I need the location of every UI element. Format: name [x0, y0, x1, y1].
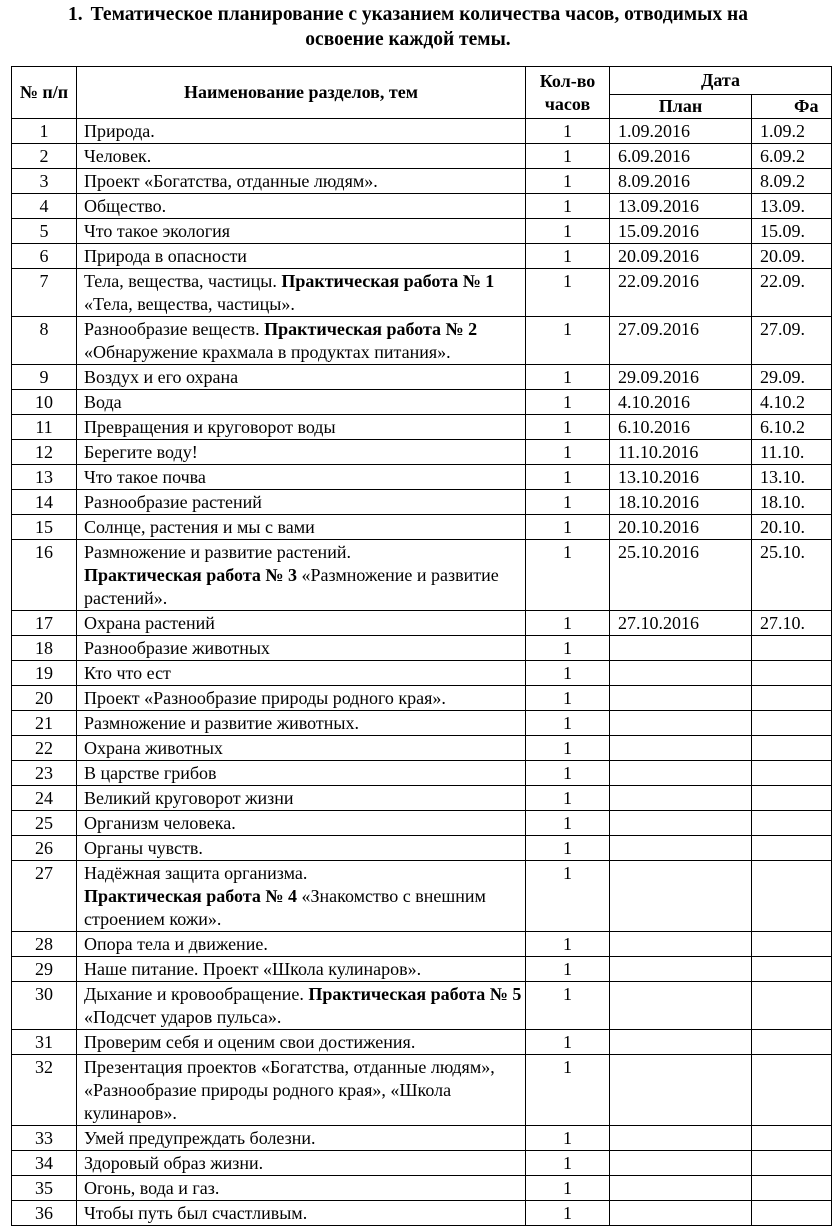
- practical-work-label: Практическая работа № 3: [84, 565, 297, 585]
- row-fact-date: 6.10.2: [752, 415, 832, 440]
- row-number: 33: [12, 1126, 77, 1151]
- row-fact-date: [752, 982, 832, 1030]
- row-topic: [77, 1126, 526, 1151]
- row-hours: 1: [526, 390, 610, 415]
- row-fact-date: [752, 1126, 832, 1151]
- row-plan-date: 4.10.2016: [610, 390, 752, 415]
- row-number: 17: [12, 611, 77, 636]
- row-plan-date: [610, 1055, 752, 1126]
- topic-text: Органы чувств.: [84, 838, 203, 858]
- row-plan-date: [610, 761, 752, 786]
- row-hours: 1: [526, 219, 610, 244]
- row-number: 36: [12, 1201, 77, 1226]
- table-row: [12, 786, 832, 811]
- topic-text: Надёжная защита организма.: [84, 863, 308, 883]
- table-row: [12, 365, 832, 390]
- heading-line-2: освоение каждой темы.: [305, 29, 511, 50]
- row-topic: [77, 982, 526, 1030]
- row-hours: 1: [526, 1126, 610, 1151]
- table-row: [12, 1030, 832, 1055]
- table-row: [12, 390, 832, 415]
- row-topic: [77, 317, 526, 365]
- row-fact-date: [752, 1055, 832, 1126]
- row-number: 3: [12, 169, 77, 194]
- row-number: 1: [12, 119, 77, 144]
- table-row: [12, 1201, 832, 1226]
- topic-text: Разнообразие растений: [84, 492, 262, 512]
- table-row: [12, 465, 832, 490]
- table-row: [12, 811, 832, 836]
- topic-text: «Подсчет ударов пульса».: [84, 1007, 282, 1027]
- row-topic: [77, 119, 526, 144]
- row-hours: 1: [526, 365, 610, 390]
- topic-text: Опора тела и движение.: [84, 934, 268, 954]
- topic-text: «Знакомство с внешним строением кожи».: [84, 886, 486, 929]
- row-plan-date: [610, 932, 752, 957]
- row-fact-date: [752, 1201, 832, 1226]
- topic-text: Проект «Богатства, отданные людям».: [84, 171, 378, 191]
- row-hours: 1: [526, 1055, 610, 1126]
- row-fact-date: [752, 1151, 832, 1176]
- row-plan-date: 18.10.2016: [610, 490, 752, 515]
- row-fact-date: 20.09.: [752, 244, 832, 269]
- row-topic: [77, 244, 526, 269]
- table-row: [12, 761, 832, 786]
- row-plan-date: 8.09.2016: [610, 169, 752, 194]
- row-topic: [77, 932, 526, 957]
- table-row: [12, 317, 832, 365]
- row-topic: [77, 811, 526, 836]
- row-plan-date: 11.10.2016: [610, 440, 752, 465]
- row-topic: [77, 1151, 526, 1176]
- topic-text: Проект «Разнообразие природы родного края».: [84, 688, 446, 708]
- row-plan-date: 6.09.2016: [610, 144, 752, 169]
- row-topic: [77, 390, 526, 415]
- topic-text: Кто что ест: [84, 663, 171, 683]
- practical-work-label: Практическая работа № 2: [264, 319, 478, 339]
- heading-number: 1.: [68, 4, 83, 25]
- topic-text: Общество.: [84, 196, 167, 216]
- topic-text: Охрана животных: [84, 738, 223, 758]
- header-hours: Кол-во часов: [526, 67, 610, 119]
- row-hours: 1: [526, 1201, 610, 1226]
- row-number: 32: [12, 1055, 77, 1126]
- row-number: 12: [12, 440, 77, 465]
- row-fact-date: 20.10.: [752, 515, 832, 540]
- header-date: Дата: [610, 67, 832, 95]
- row-fact-date: 4.10.2: [752, 390, 832, 415]
- topic-text: Разнообразие веществ.: [84, 319, 265, 339]
- heading-text-1: Тематическое планирование с указанием количества часов, отводимых на: [90, 4, 748, 25]
- row-number: 26: [12, 836, 77, 861]
- row-hours: 1: [526, 119, 610, 144]
- row-hours: 1: [526, 736, 610, 761]
- row-plan-date: 15.09.2016: [610, 219, 752, 244]
- topic-text: Дыхание и кровообращение.: [84, 984, 309, 1004]
- row-topic: [77, 490, 526, 515]
- table-row: [12, 686, 832, 711]
- row-fact-date: 13.10.: [752, 465, 832, 490]
- row-topic: [77, 861, 526, 932]
- row-plan-date: [610, 1126, 752, 1151]
- header-fact: Фа: [752, 95, 832, 119]
- row-plan-date: 29.09.2016: [610, 365, 752, 390]
- row-topic: [77, 1055, 526, 1126]
- row-topic: [77, 761, 526, 786]
- row-topic: [77, 515, 526, 540]
- row-plan-date: 22.09.2016: [610, 269, 752, 317]
- row-topic: [77, 611, 526, 636]
- table-row: [12, 219, 832, 244]
- row-topic: [77, 415, 526, 440]
- row-topic: [77, 365, 526, 390]
- row-number: 25: [12, 811, 77, 836]
- row-fact-date: 13.09.: [752, 194, 832, 219]
- row-fact-date: [752, 932, 832, 957]
- row-topic: [77, 169, 526, 194]
- table-row: [12, 1151, 832, 1176]
- table-body: [12, 119, 832, 1226]
- row-plan-date: [610, 1201, 752, 1226]
- row-topic: [77, 1201, 526, 1226]
- table-row: [12, 440, 832, 465]
- table-row: [12, 861, 832, 932]
- row-fact-date: [752, 686, 832, 711]
- table-row: [12, 1126, 832, 1151]
- row-number: 7: [12, 269, 77, 317]
- row-hours: 1: [526, 761, 610, 786]
- row-hours: 1: [526, 636, 610, 661]
- row-fact-date: 15.09.: [752, 219, 832, 244]
- topic-text: Природа.: [84, 121, 155, 141]
- row-number: 24: [12, 786, 77, 811]
- row-fact-date: 18.10.: [752, 490, 832, 515]
- table-row: [12, 836, 832, 861]
- row-fact-date: 11.10.: [752, 440, 832, 465]
- row-number: 29: [12, 957, 77, 982]
- row-topic: [77, 836, 526, 861]
- row-number: 9: [12, 365, 77, 390]
- row-hours: 1: [526, 415, 610, 440]
- row-hours: 1: [526, 957, 610, 982]
- row-fact-date: [752, 861, 832, 932]
- table-row: [12, 244, 832, 269]
- row-hours: 1: [526, 611, 610, 636]
- table-row: [12, 982, 832, 1030]
- row-hours: 1: [526, 1176, 610, 1201]
- table-row: [12, 661, 832, 686]
- topic-text: Организм человека.: [84, 813, 236, 833]
- topic-text: Огонь, вода и газ.: [84, 1178, 220, 1198]
- row-fact-date: 27.10.: [752, 611, 832, 636]
- row-plan-date: 20.10.2016: [610, 515, 752, 540]
- row-fact-date: [752, 711, 832, 736]
- row-hours: 1: [526, 144, 610, 169]
- row-plan-date: 25.10.2016: [610, 540, 752, 611]
- topic-text: Здоровый образ жизни.: [84, 1153, 264, 1173]
- row-topic: [77, 194, 526, 219]
- document-heading: [0, 2, 816, 52]
- row-hours: 1: [526, 244, 610, 269]
- row-plan-date: [610, 711, 752, 736]
- row-number: 28: [12, 932, 77, 957]
- table-row: [12, 169, 832, 194]
- topic-text: Что такое экология: [84, 221, 231, 241]
- row-fact-date: [752, 957, 832, 982]
- row-topic: [77, 144, 526, 169]
- row-plan-date: [610, 982, 752, 1030]
- row-topic: [77, 736, 526, 761]
- row-hours: 1: [526, 811, 610, 836]
- planning-table-wrapper: [11, 66, 831, 1226]
- row-hours: 1: [526, 1030, 610, 1055]
- row-topic: [77, 465, 526, 490]
- row-number: 13: [12, 465, 77, 490]
- practical-work-label: Практическая работа № 5: [308, 984, 522, 1004]
- practical-work-label: Практическая работа № 4: [84, 886, 297, 906]
- row-topic: [77, 686, 526, 711]
- row-topic: [77, 957, 526, 982]
- row-topic: [77, 440, 526, 465]
- table-row: [12, 415, 832, 440]
- row-plan-date: [610, 736, 752, 761]
- row-fact-date: 25.10.: [752, 540, 832, 611]
- table-row: [12, 957, 832, 982]
- row-hours: 1: [526, 440, 610, 465]
- row-fact-date: [752, 836, 832, 861]
- row-plan-date: [610, 786, 752, 811]
- topic-text: Превращения и круговорот воды: [84, 417, 336, 437]
- row-topic: [77, 711, 526, 736]
- row-number: 31: [12, 1030, 77, 1055]
- row-topic: [77, 1176, 526, 1201]
- header-name: Наименование разделов, тем: [77, 67, 526, 119]
- topic-text: Вода: [84, 392, 122, 412]
- row-fact-date: [752, 811, 832, 836]
- topic-text: Чтобы путь был счастливым.: [84, 1203, 308, 1223]
- topic-text: Разнообразие животных: [84, 638, 270, 658]
- topic-text: Наше питание. Проект «Школа кулинаров».: [84, 959, 422, 979]
- topic-text: Проверим себя и оценим свои достижения.: [84, 1032, 416, 1052]
- row-fact-date: [752, 786, 832, 811]
- row-fact-date: [752, 636, 832, 661]
- row-plan-date: [610, 1151, 752, 1176]
- row-hours: 1: [526, 661, 610, 686]
- row-plan-date: [610, 957, 752, 982]
- header-row-1: [12, 67, 832, 95]
- table-row: [12, 932, 832, 957]
- heading-line-1: [0, 2, 816, 27]
- row-hours: 1: [526, 515, 610, 540]
- table-row: [12, 515, 832, 540]
- row-plan-date: [610, 636, 752, 661]
- topic-text: Размножение и развитие животных.: [84, 713, 360, 733]
- row-number: 18: [12, 636, 77, 661]
- topic-text: Берегите воду!: [84, 442, 198, 462]
- row-hours: 1: [526, 169, 610, 194]
- table-row: [12, 636, 832, 661]
- table-row: [12, 540, 832, 611]
- row-number: 34: [12, 1151, 77, 1176]
- topic-text: Охрана растений: [84, 613, 215, 633]
- row-plan-date: 27.09.2016: [610, 317, 752, 365]
- table-row: [12, 611, 832, 636]
- row-topic: [77, 540, 526, 611]
- topic-text: «Размножение и развитие растений».: [84, 565, 499, 608]
- table-row: [12, 119, 832, 144]
- table-row: [12, 736, 832, 761]
- table-row: [12, 144, 832, 169]
- topic-text: Что такое почва: [84, 467, 206, 487]
- topic-text: «Тела, вещества, частицы».: [84, 294, 295, 314]
- row-hours: 1: [526, 490, 610, 515]
- row-number: 5: [12, 219, 77, 244]
- row-hours: 1: [526, 1151, 610, 1176]
- table-row: [12, 711, 832, 736]
- row-hours: 1: [526, 836, 610, 861]
- row-topic: [77, 636, 526, 661]
- row-plan-date: [610, 1176, 752, 1201]
- table-row: [12, 1176, 832, 1201]
- topic-text: Воздух и его охрана: [84, 367, 239, 387]
- row-fact-date: [752, 661, 832, 686]
- topic-text: Размножение и развитие растений.: [84, 542, 351, 562]
- row-plan-date: [610, 861, 752, 932]
- row-hours: 1: [526, 786, 610, 811]
- row-fact-date: [752, 761, 832, 786]
- table-row: [12, 194, 832, 219]
- row-fact-date: 6.09.2: [752, 144, 832, 169]
- row-plan-date: [610, 1030, 752, 1055]
- row-fact-date: 22.09.: [752, 269, 832, 317]
- row-plan-date: 20.09.2016: [610, 244, 752, 269]
- row-plan-date: 13.09.2016: [610, 194, 752, 219]
- row-hours: 1: [526, 686, 610, 711]
- row-plan-date: [610, 811, 752, 836]
- row-plan-date: 1.09.2016: [610, 119, 752, 144]
- row-fact-date: 1.09.2: [752, 119, 832, 144]
- topic-text: Презентация проектов «Богатства, отданные людям», «Разнообразие природы родного края», «Школа кулинаров».: [84, 1057, 495, 1123]
- topic-text: Человек.: [84, 146, 152, 166]
- topic-text: Природа в опасности: [84, 246, 247, 266]
- row-number: 10: [12, 390, 77, 415]
- row-plan-date: [610, 686, 752, 711]
- row-fact-date: [752, 1176, 832, 1201]
- row-topic: [77, 219, 526, 244]
- row-number: 30: [12, 982, 77, 1030]
- row-number: 27: [12, 861, 77, 932]
- row-number: 4: [12, 194, 77, 219]
- topic-text: «Обнаружение крахмала в продуктах питания».: [84, 342, 451, 362]
- row-hours: 1: [526, 711, 610, 736]
- table-row: [12, 1055, 832, 1126]
- row-number: 35: [12, 1176, 77, 1201]
- row-topic: [77, 661, 526, 686]
- row-hours: 1: [526, 465, 610, 490]
- row-hours: 1: [526, 317, 610, 365]
- row-plan-date: 27.10.2016: [610, 611, 752, 636]
- row-plan-date: 13.10.2016: [610, 465, 752, 490]
- topic-text: Тела, вещества, частицы.: [84, 271, 282, 291]
- row-fact-date: 29.09.: [752, 365, 832, 390]
- row-plan-date: 6.10.2016: [610, 415, 752, 440]
- row-number: 2: [12, 144, 77, 169]
- row-fact-date: [752, 736, 832, 761]
- topic-text: Солнце, растения и мы с вами: [84, 517, 315, 537]
- row-number: 20: [12, 686, 77, 711]
- row-hours: 1: [526, 194, 610, 219]
- header-num: № п/п: [12, 67, 77, 119]
- header-plan: План: [610, 95, 752, 119]
- table-row: [12, 269, 832, 317]
- row-topic: [77, 786, 526, 811]
- row-fact-date: 27.09.: [752, 317, 832, 365]
- row-topic: [77, 1030, 526, 1055]
- row-hours: 1: [526, 932, 610, 957]
- topic-text: Великий круговорот жизни: [84, 788, 294, 808]
- row-number: 11: [12, 415, 77, 440]
- row-hours: 1: [526, 269, 610, 317]
- table-row: [12, 490, 832, 515]
- row-number: 22: [12, 736, 77, 761]
- row-number: 8: [12, 317, 77, 365]
- planning-table: [11, 66, 832, 1226]
- practical-work-label: Практическая работа № 1: [281, 271, 495, 291]
- row-hours: 1: [526, 861, 610, 932]
- row-number: 23: [12, 761, 77, 786]
- topic-text: Умей предупреждать болезни.: [84, 1128, 316, 1148]
- row-number: 6: [12, 244, 77, 269]
- row-number: 21: [12, 711, 77, 736]
- topic-text: В царстве грибов: [84, 763, 217, 783]
- row-plan-date: [610, 661, 752, 686]
- row-number: 16: [12, 540, 77, 611]
- row-hours: 1: [526, 982, 610, 1030]
- row-plan-date: [610, 836, 752, 861]
- row-number: 14: [12, 490, 77, 515]
- row-fact-date: 8.09.2: [752, 169, 832, 194]
- row-hours: 1: [526, 540, 610, 611]
- row-topic: [77, 269, 526, 317]
- row-number: 15: [12, 515, 77, 540]
- row-fact-date: [752, 1030, 832, 1055]
- row-number: 19: [12, 661, 77, 686]
